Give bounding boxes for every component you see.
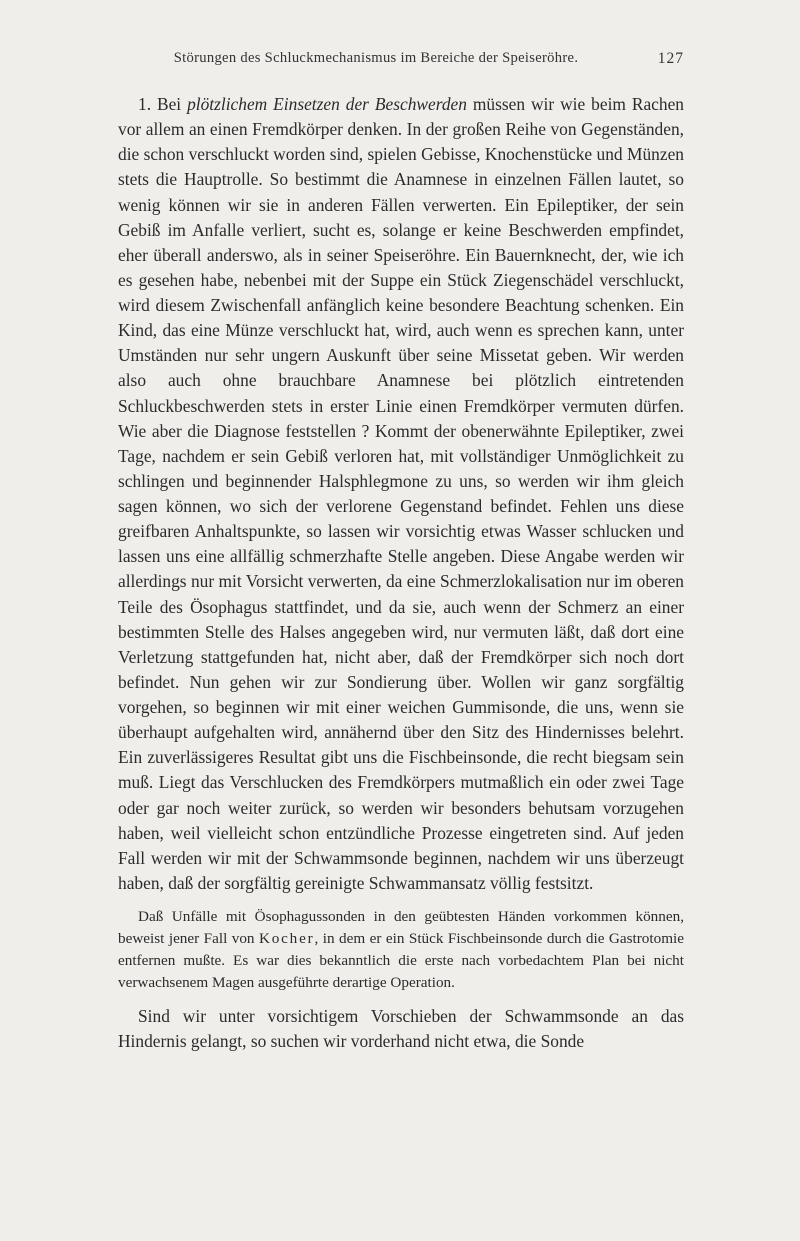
paragraph-1-text: müssen wir wie beim Rachen vor allem an einen Fremdkörper denken. In der großen Reihe von Gegenständen, die schon verschluckt worden sind, spielen Gebisse, Knochenstücke und Münzen stets die Hauptrolle. So bestimmt die Anamnese in einzelnen Fällen lautet, so wenig können wir sie in anderen Fällen verwerten. Ein Epileptiker, der sein Gebiß im Anfalle verliert, sucht es, solange er keine Beschwerden empfindet, eher überall anderswo, als in seiner Speiseröhre. Ein Bauernknecht, der, wie ich es gesehen habe, nebenbei mit der Suppe ein Stück Ziegenschädel verschluckt, wird diesem Zwischenfall anfänglich keine besondere Beachtung schenken. Ein Kind, das eine Münze verschluckt hat, wird, auch wenn es sprechen kann, unter Umständen nur sehr ungern Auskunft über seine Missetat geben. Wir werden also auch ohne brauchbare Anamnese bei plötzlich eintretenden Schluckbeschwerden stets in erster Linie einen Fremdkörper vermuten dürfen. Wie aber die Diagnose feststellen ? Kommt der obenerwähnte Epileptiker, zwei Tage, nachdem er sein Gebiß verloren hat, mit vollständiger Unmöglichkeit zu schlingen und beginnender Halsphlegmone zu uns, so werden wir ihm gleich sagen können, wo sich der verlorene Gegenstand befindet. Fehlen uns diese greifbaren Anhaltspunkte, so lassen wir vorsichtig etwas Wasser schlucken und lassen uns eine allfällig schmerzhafte Stelle angeben. Diese Angabe werden wir allerdings nur mit Vorsicht verwerten, da eine Schmerzlokalisation nur im oberen Teile des Ösophagus stattfindet, und da sie, auch wenn der Schmerz an einer bestimmten Stelle des Halses angegeben wird, nur vermuten läßt, daß dort eine Verletzung stattgefunden hat, nicht aber, daß der Fremdkörper sich noch dort befindet. Nun gehen wir zur Sondierung über. Wollen wir ganz sorgfältig vorgehen, so beginnen wir mit einer weichen Gummisonde, die uns, wenn sie überhaupt aufgehalten wird, annähernd über den Sitz des Hindernisses belehrt. Ein zuverlässigeres Resultat gibt uns die Fischbeinsonde, die recht biegsam sein muß. Liegt das Verschlucken des Fremdkörpers mutmaßlich ein oder zwei Tage oder gar noch weiter zurück, so werden wir besonders behutsam vorzugehen haben, weil vielleicht schon entzündliche Prozesse eingetreten sind. Auf jeden Fall werden wir mit der Schwammsonde beginnen, nachdem wir uns überzeugt haben, daß der sorgfältig gereinigte Schwammansatz völlig festsitzt. bbox=[118, 94, 685, 893]
running-head-title: Störungen des Schluckmechanismus im Bereiche der Speiseröhre. bbox=[173, 50, 579, 66]
page-number: 127 bbox=[657, 50, 684, 67]
book-page bbox=[118, 50, 684, 1054]
paragraph-1 bbox=[118, 92, 684, 896]
body-text bbox=[118, 92, 684, 1054]
paragraph-1-emphasis: plötzlichem Einsetzen der Beschwerden bbox=[187, 94, 467, 114]
running-head bbox=[118, 50, 684, 74]
paragraph-2-note bbox=[118, 906, 684, 994]
paragraph-2-before: Daß Unfälle mit Ösophagussonden in den geübtesten Händen vorkommen können, beweist jener Fall von bbox=[118, 908, 684, 947]
paragraph-3: Sind wir unter vorsichtigem Vorschieben der Schwammsonde an das Hindernis gelangt, so suchen wir vorderhand nicht etwa, die Sonde bbox=[118, 1006, 684, 1052]
paragraph-1-lead: 1. Bei bbox=[138, 94, 188, 114]
paragraph-2-after: , in dem er ein Stück Fischbeinsonde durch die Gastrotomie entfernen mußte. Es war dies bekanntlich die erste nach vorbedachtem Plan bei nicht verwachsenem Magen ausgeführte derartige Operation. bbox=[118, 930, 684, 991]
author-name: Kocher bbox=[258, 930, 315, 947]
